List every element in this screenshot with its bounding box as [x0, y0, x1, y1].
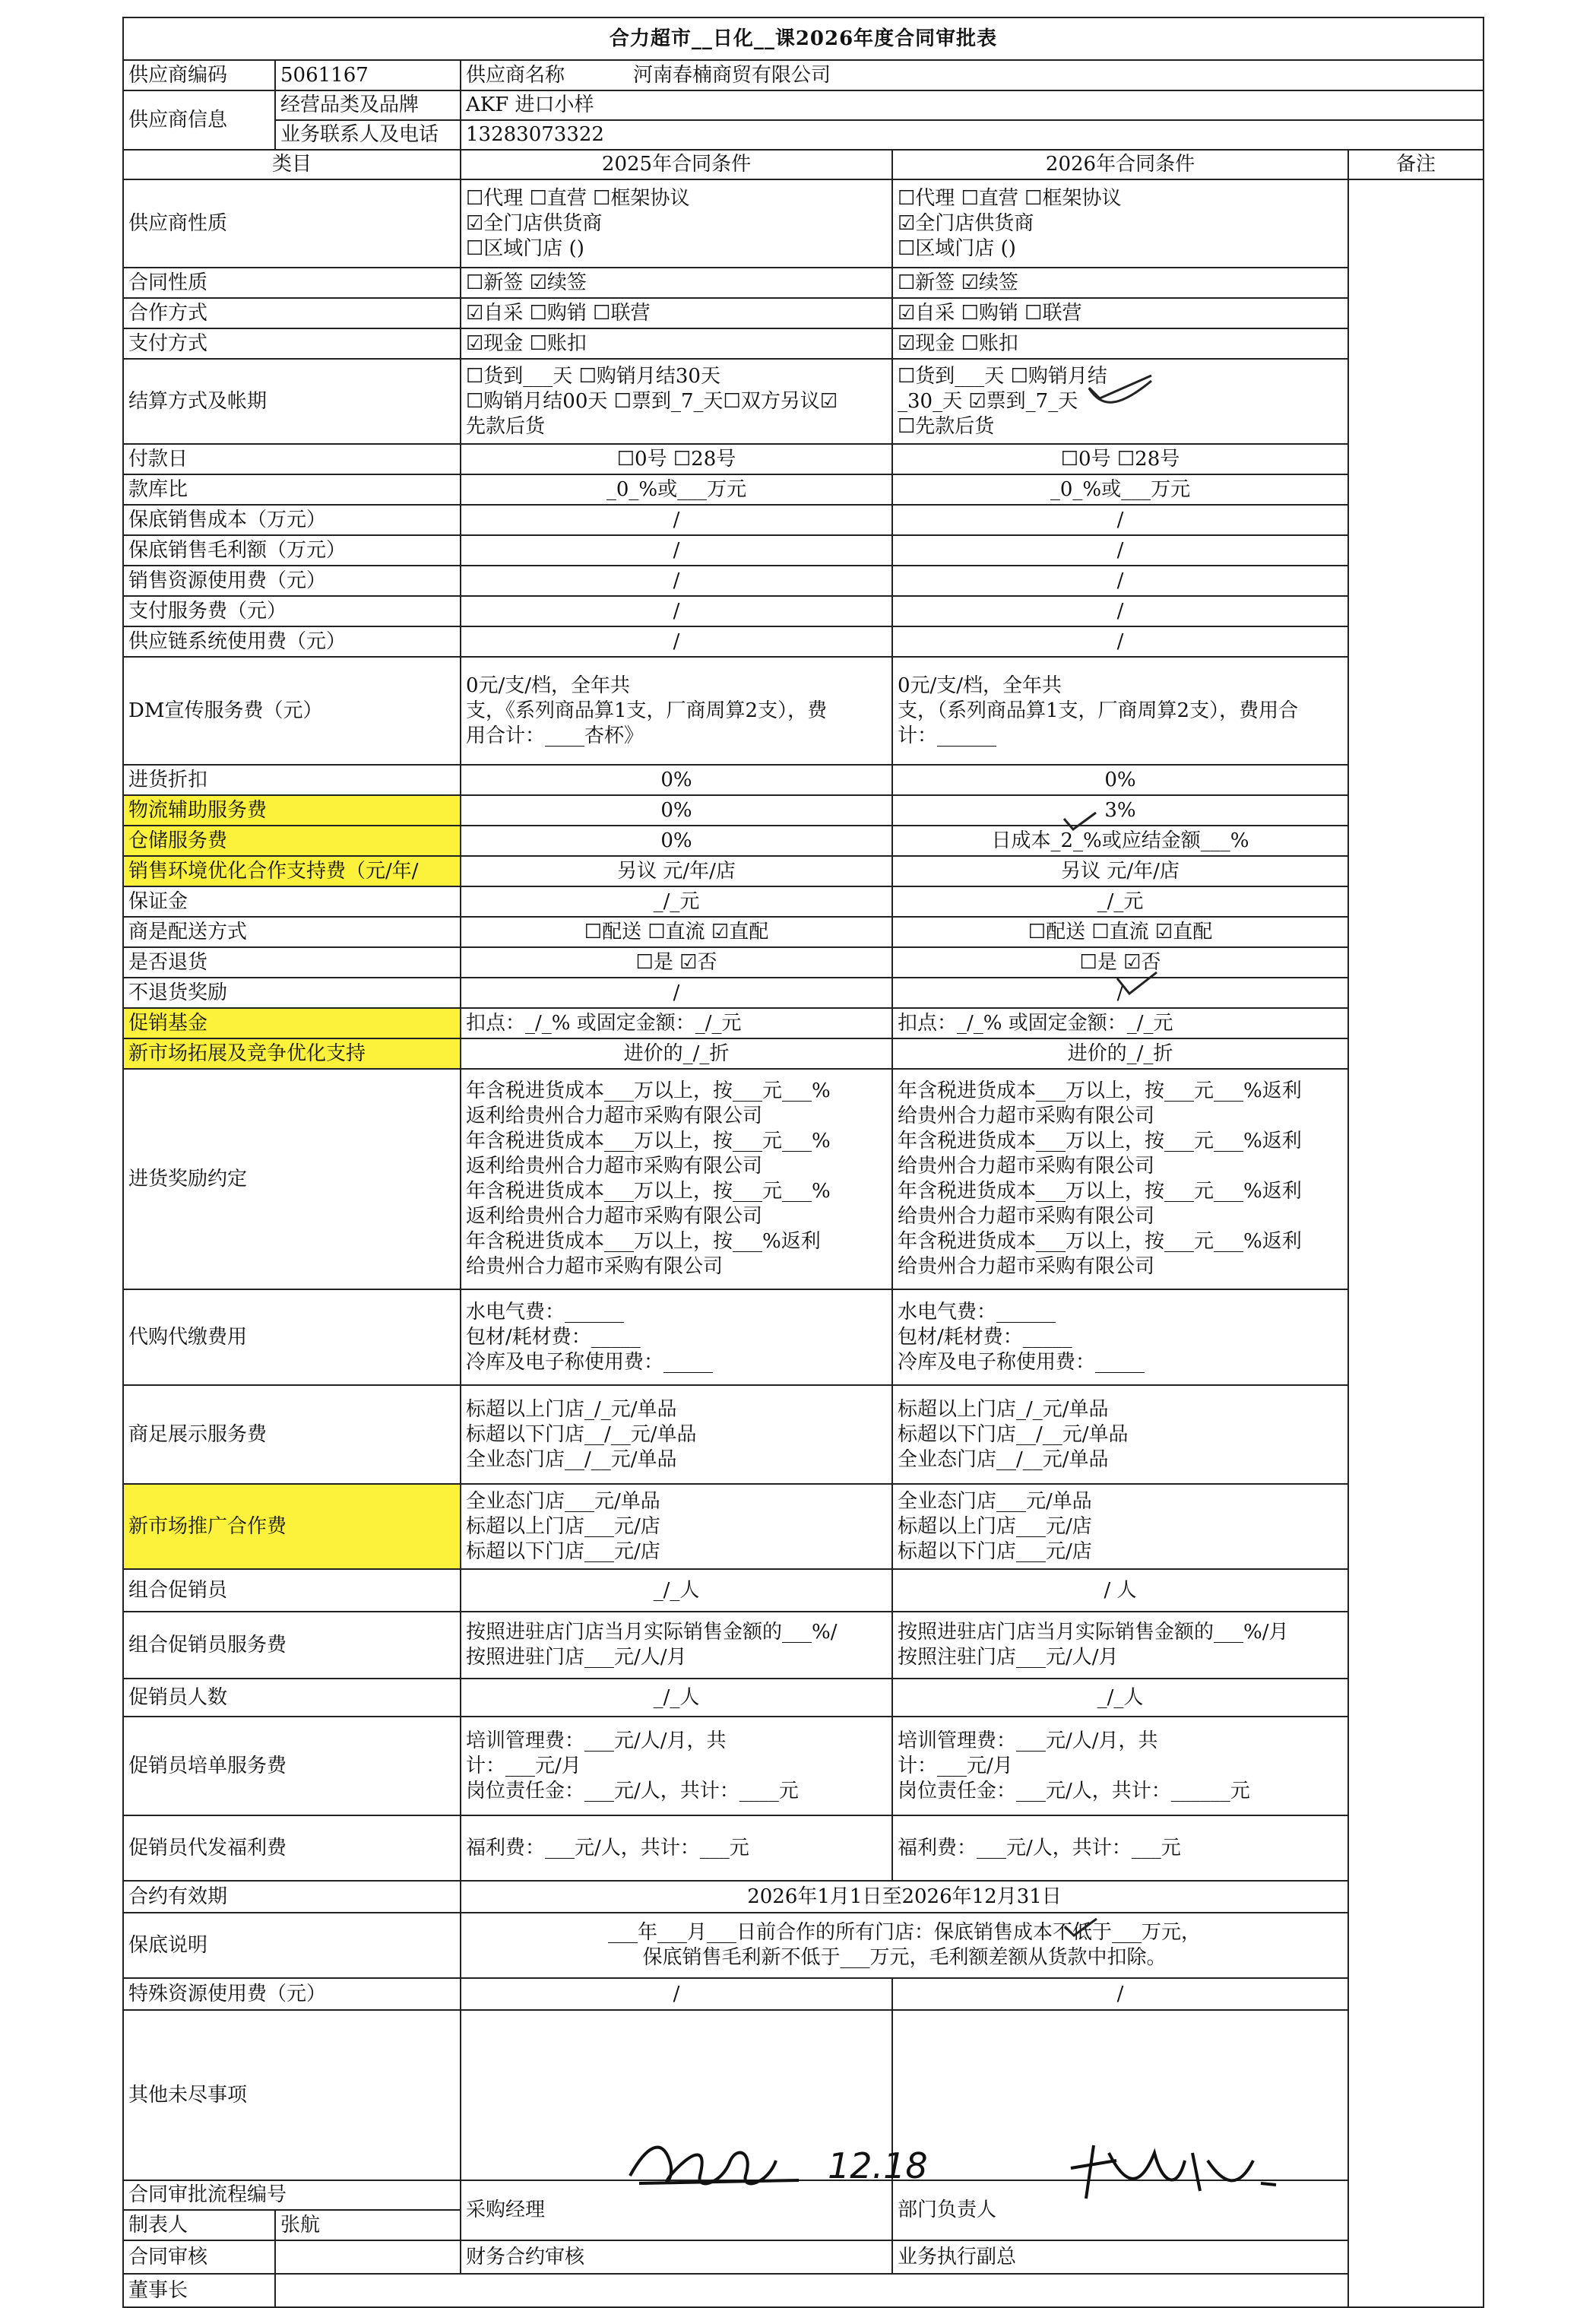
- promo-fund-label: 促销基金: [123, 1008, 461, 1038]
- returns-label: 是否退货: [123, 947, 461, 978]
- min-cost-2025: /: [461, 505, 892, 535]
- header-remark: 备注: [1348, 150, 1484, 179]
- payment-mode-label: 支付方式: [123, 328, 461, 359]
- buyer-cell: [461, 2180, 892, 2240]
- text-line: 按照进驻店门店当月实际销售金额的___%/月: [898, 1621, 1289, 1644]
- pay-service-2026: /: [892, 596, 1348, 626]
- pay-day-label: 付款日: [123, 444, 461, 474]
- text-line: 返利给贵州合力超市采购有限公司: [466, 1205, 763, 1228]
- warehouse-fee-label: 仓储服务费: [123, 826, 461, 856]
- text-line: 冷库及电子称使用费：_____: [898, 1350, 1145, 1374]
- contract-nature-2026: ☐新签 ☑续签: [892, 268, 1348, 298]
- text-line: 标超以下门店__/__元/单品: [898, 1422, 1129, 1446]
- contact-label: 业务联系人及电话: [275, 120, 461, 150]
- min-margin-2025: /: [461, 535, 892, 566]
- supplier-name: 河南春楠商贸有限公司: [633, 63, 831, 87]
- contract-nature-label: 合同性质: [123, 268, 461, 298]
- text-line: 计：___元/月: [898, 1754, 1013, 1777]
- returns-2026: ☐是 ☑否: [892, 947, 1348, 978]
- text-line: 给贵州合力超市采购有限公司: [466, 1255, 724, 1278]
- header-2026: 2026年合同条件: [892, 150, 1348, 179]
- promoter-welfare-label: 促销员代发福利费: [123, 1815, 461, 1881]
- text-line: 计：___元/月: [466, 1754, 581, 1777]
- header-category: 类目: [123, 150, 461, 179]
- text-line: 计：______: [898, 724, 997, 747]
- text-line: 岗位责任金：___元/人，共计：____元: [466, 1779, 799, 1802]
- combo-promoter-fee-label: 组合促销员服务费: [123, 1612, 461, 1679]
- guarantee-label: 保底说明: [123, 1913, 461, 1978]
- text-line: 标超以上门店___元/店: [466, 1514, 660, 1538]
- promo-coop-2025: [461, 1484, 892, 1569]
- delivery-2026: ☐配送 ☐直流 ☑直配: [892, 917, 1348, 947]
- display-fee-2026: [892, 1385, 1348, 1484]
- contact-value: 13283073322: [461, 120, 1484, 150]
- special-fee-2025: /: [461, 1978, 892, 2010]
- resource-fee-2026: /: [892, 566, 1348, 596]
- promoter-count-label: 促销员人数: [123, 1679, 461, 1717]
- promo-coop-2026: [892, 1484, 1348, 1569]
- validity-value: 2026年1月1日至2026年12月31日: [461, 1881, 1348, 1913]
- option-line: ☐代理 ☐直营 ☐框架协议: [898, 186, 1122, 210]
- logistics-fee-2025: 0%: [461, 795, 892, 826]
- text-line: 水电气费：______: [898, 1300, 1056, 1324]
- others-2025: [461, 2010, 892, 2180]
- text-line: 培训管理费：___元/人/月，共: [898, 1729, 1158, 1752]
- combo-promoter-fee-2025: [461, 1612, 892, 1679]
- special-fee-label: 特殊资源使用费（元）: [123, 1978, 461, 2010]
- option-line: ☑全门店供货商: [466, 211, 603, 235]
- chain-fee-2026: /: [892, 626, 1348, 657]
- text-line: 标超以上门店_/_元/单品: [466, 1397, 677, 1421]
- validity-label: 合约有效期: [123, 1881, 461, 1913]
- option-line: ☐货到___天 ☐购销月结30天: [466, 364, 720, 388]
- text-line: 标超以下门店__/__元/单品: [466, 1422, 697, 1446]
- agency-fee-2025: [461, 1289, 892, 1385]
- combo-promoter-2026: / 人: [892, 1569, 1348, 1612]
- min-cost-2026: /: [892, 505, 1348, 535]
- brand-value: AKF 进口小样: [461, 90, 1484, 120]
- payment-mode-2026: ☑现金 ☐账扣: [892, 328, 1348, 359]
- promo-fund-2026: 扣点：_/_% 或固定金额：_/_元: [892, 1008, 1348, 1038]
- text-line: 支，《系列商品算1支，厂商周算2支），费: [466, 699, 828, 722]
- purchase-reward-label: 进货奖励约定: [123, 1069, 461, 1289]
- option-line: ☐货到___天 ☐购销月结: [898, 364, 1107, 388]
- min-cost-label: 保底销售成本（万元）: [123, 505, 461, 535]
- text-line: 按照进驻店门店当月实际销售金额的___%/: [466, 1621, 838, 1644]
- promo-fund-2025: 扣点：_/_% 或固定金额：_/_元: [461, 1008, 892, 1038]
- resource-fee-2025: /: [461, 566, 892, 596]
- no-return-reward-2025: /: [461, 978, 892, 1008]
- review-label: 合同审核: [123, 2240, 275, 2274]
- contract-nature-2025: ☐新签 ☑续签: [461, 268, 892, 298]
- chain-fee-2025: /: [461, 626, 892, 657]
- settlement-label: 结算方式及帐期: [123, 359, 461, 444]
- settlement-2025: [461, 359, 892, 444]
- chairman-value: [275, 2274, 1484, 2307]
- text-line: 年含税进货成本___万以上，按___元___%返利: [898, 1130, 1302, 1152]
- option-line: ☑全门店供货商: [898, 211, 1034, 235]
- promoter-training-2026: [892, 1717, 1348, 1815]
- text-line: 给贵州合力超市采购有限公司: [898, 1105, 1155, 1127]
- display-fee-2025: [461, 1385, 892, 1484]
- text-line: 年含税进货成本___万以上，按___元___%返利: [898, 1180, 1302, 1203]
- pay-day-2025: ☐0号 ☐28号: [461, 444, 892, 474]
- text-line: 0元/支/档，全年共: [466, 674, 631, 697]
- new-market-2026: 进价的_/_折: [892, 1038, 1348, 1069]
- text-line: 用合计：____杏杯》: [466, 724, 644, 747]
- text-line: 年含税进货成本___万以上，按___元___%返利: [898, 1079, 1302, 1102]
- text-line: 给贵州合力超市采购有限公司: [898, 1255, 1155, 1278]
- text-line: 全业态门店__/__元/单品: [466, 1447, 677, 1471]
- others-2026: [892, 2010, 1348, 2180]
- no-return-reward-2026: /: [892, 978, 1348, 1008]
- coop-mode-2026: ☑自采 ☐购销 ☐联营: [892, 298, 1348, 328]
- min-margin-2026: /: [892, 535, 1348, 566]
- purchase-reward-2026: [892, 1069, 1348, 1289]
- maker-label: 制表人: [123, 2210, 275, 2240]
- text-line: 包材/耗材费：_____: [466, 1325, 641, 1349]
- option-line: ☐区域门店 (): [466, 236, 584, 260]
- warehouse-fee-2026: 日成本_2_%或应结金额___%: [892, 826, 1348, 856]
- supplier-nature-2025: [461, 179, 892, 268]
- text-line: 按照注驻门店___元/人/月: [898, 1646, 1119, 1669]
- text-line: 标超以上门店___元/店: [898, 1514, 1092, 1538]
- warehouse-fee-2025: 0%: [461, 826, 892, 856]
- text-line: 保底销售毛利新不低于___万元，毛利额差额从货款中扣除。: [642, 1946, 1167, 1969]
- promoter-welfare-2025: 福利费：___元/人，共计：___元: [461, 1815, 892, 1881]
- promoter-training-label: 促销员培单服务费: [123, 1717, 461, 1815]
- deposit-2025: _/_元: [461, 886, 892, 917]
- dept-label: 部门负责人: [898, 2199, 997, 2221]
- delivery-label: 商是配送方式: [123, 917, 461, 947]
- min-margin-label: 保底销售毛利额（万元）: [123, 535, 461, 566]
- env-fee-2025: 另议 元/年/店: [461, 856, 892, 886]
- supplier-code: 5061167: [275, 60, 461, 90]
- text-line: 返利给贵州合力超市采购有限公司: [466, 1105, 763, 1127]
- supplier-code-label: 供应商编码: [123, 60, 275, 90]
- coop-mode-2025: ☑自采 ☐购销 ☐联营: [461, 298, 892, 328]
- text-line: 年含税进货成本___万以上，按___%返利: [466, 1230, 821, 1253]
- no-return-reward-label: 不退货奖励: [123, 978, 461, 1008]
- chairman-label: 董事长: [123, 2274, 275, 2307]
- guarantee-value: [461, 1913, 1348, 1978]
- chain-fee-label: 供应链系统使用费（元）: [123, 626, 461, 657]
- agency-fee-2026: [892, 1289, 1348, 1385]
- new-market-label: 新市场拓展及竞争优化支持: [123, 1038, 461, 1069]
- brand-label: 经营品类及品牌: [275, 90, 461, 120]
- signature-date: 12.18: [828, 2145, 928, 2186]
- logistics-fee-2026: 3%: [892, 795, 1348, 826]
- promo-coop-label: 新市场推广合作费: [123, 1484, 461, 1569]
- coop-mode-label: 合作方式: [123, 298, 461, 328]
- text-line: 包材/耗材费：_____: [898, 1325, 1072, 1349]
- purchase-discount-2026: 0%: [892, 765, 1348, 795]
- buyer-label: 采购经理: [466, 2199, 546, 2221]
- text-line: 支，（系列商品算1支，厂商周算2支），费用合: [898, 699, 1299, 722]
- text-line: 岗位责任金：___元/人，共计：______元: [898, 1779, 1250, 1802]
- others-label: 其他未尽事项: [123, 2010, 461, 2180]
- stock-ratio-2026: _0_%或___万元: [892, 474, 1348, 505]
- logistics-fee-label: 物流辅助服务费: [123, 795, 461, 826]
- combo-promoter-label: 组合促销员: [123, 1569, 461, 1612]
- purchase-discount-label: 进货折扣: [123, 765, 461, 795]
- option-line: ☐购销月结00天 ☐票到_7_天☐双方另议☑: [466, 389, 838, 413]
- option-line: _30_天 ☑票到_7_天: [898, 389, 1078, 413]
- stock-ratio-2025: _0_%或___万元: [461, 474, 892, 505]
- flow-label: 合同审批流程编号: [123, 2180, 461, 2210]
- combo-promoter-fee-2026: [892, 1612, 1348, 1679]
- deposit-label: 保证金: [123, 886, 461, 917]
- text-line: 培训管理费：___元/人/月，共: [466, 1729, 727, 1752]
- text-line: 返利给贵州合力超市采购有限公司: [466, 1155, 763, 1178]
- text-line: 全业态门店___元/单品: [466, 1489, 660, 1513]
- remark-column: [1348, 179, 1484, 2307]
- text-line: 给贵州合力超市采购有限公司: [898, 1155, 1155, 1178]
- purchase-discount-2025: 0%: [461, 765, 892, 795]
- new-market-2025: 进价的_/_折: [461, 1038, 892, 1069]
- text-line: 标超以下门店___元/店: [466, 1539, 660, 1563]
- approval-form: [122, 17, 1483, 2308]
- text-line: 全业态门店___元/单品: [898, 1489, 1092, 1513]
- combo-promoter-2025: _/_人: [461, 1569, 892, 1612]
- promoter-training-2025: [461, 1717, 892, 1815]
- approval-table: [122, 17, 1484, 2308]
- option-line: ☐代理 ☐直营 ☐框架协议: [466, 186, 690, 210]
- delivery-2025: ☐配送 ☐直流 ☑直配: [461, 917, 892, 947]
- supplier-nature-2026: [892, 179, 1348, 268]
- option-line: ☐区域门店 (): [898, 236, 1016, 260]
- env-fee-label: 销售环境优化合作支持费（元/年/: [123, 856, 461, 886]
- resource-fee-label: 销售资源使用费（元）: [123, 566, 461, 596]
- text-line: 年含税进货成本___万以上，按___元___%返利: [898, 1230, 1302, 1253]
- text-line: 给贵州合力超市采购有限公司: [898, 1205, 1155, 1228]
- agency-fee-label: 代购代缴费用: [123, 1289, 461, 1385]
- supplier-name-label: 供应商名称: [466, 63, 565, 87]
- text-line: ___年___月___日前合作的所有门店：保底销售成本不低于___万元，: [607, 1921, 1201, 1944]
- supplier-name-cell: [461, 60, 1484, 90]
- pay-day-2026: ☐0号 ☐28号: [892, 444, 1348, 474]
- env-fee-2026: 另议 元/年/店: [892, 856, 1348, 886]
- finance-label: 财务合约审核: [461, 2240, 892, 2274]
- review-value: [275, 2240, 461, 2274]
- option-line: ☐先款后货: [898, 414, 995, 438]
- text-line: 0元/支/档，全年共: [898, 674, 1062, 697]
- pay-service-label: 支付服务费（元）: [123, 596, 461, 626]
- dm-fee-2026: [892, 657, 1348, 765]
- text-line: 年含税进货成本___万以上，按___元___%: [466, 1180, 831, 1203]
- text-line: 全业态门店__/__元/单品: [898, 1447, 1109, 1471]
- settlement-2026: [892, 359, 1348, 444]
- option-line: 先款后货: [466, 414, 546, 438]
- supplier-info-label: 供应商信息: [123, 90, 275, 150]
- text-line: 年含税进货成本___万以上，按___元___%: [466, 1130, 831, 1152]
- vp-label: 业务执行副总: [892, 2240, 1484, 2274]
- dm-fee-2025: [461, 657, 892, 765]
- text-line: 水电气费：______: [466, 1300, 625, 1324]
- supplier-nature-label: 供应商性质: [123, 179, 461, 268]
- deposit-2026: _/_元: [892, 886, 1348, 917]
- stock-ratio-label: 款库比: [123, 474, 461, 505]
- purchase-reward-2025: [461, 1069, 892, 1289]
- returns-2025: ☐是 ☑否: [461, 947, 892, 978]
- text-line: 标超以下门店___元/店: [898, 1539, 1092, 1563]
- promoter-count-2026: _/_人: [892, 1679, 1348, 1717]
- form-title: 合力超市__日化__课2026年度合同审批表: [123, 17, 1484, 60]
- dept-cell: [892, 2180, 1484, 2240]
- display-fee-label: 商足展示服务费: [123, 1385, 461, 1484]
- promoter-count-2025: _/_人: [461, 1679, 892, 1717]
- pay-service-2025: /: [461, 596, 892, 626]
- header-2025: 2025年合同条件: [461, 150, 892, 179]
- text-line: 冷库及电子称使用费：_____: [466, 1350, 714, 1374]
- text-line: 标超以上门店_/_元/单品: [898, 1397, 1109, 1421]
- promoter-welfare-2026: 福利费：___元/人，共计：___元: [892, 1815, 1348, 1881]
- dm-fee-label: DM宣传服务费（元）: [123, 657, 461, 765]
- text-line: 年含税进货成本___万以上，按___元___%: [466, 1079, 831, 1102]
- maker-value: 张航: [275, 2210, 461, 2240]
- text-line: 按照进驻门店___元/人/月: [466, 1646, 687, 1669]
- special-fee-2026: /: [892, 1978, 1348, 2010]
- payment-mode-2025: ☑现金 ☐账扣: [461, 328, 892, 359]
